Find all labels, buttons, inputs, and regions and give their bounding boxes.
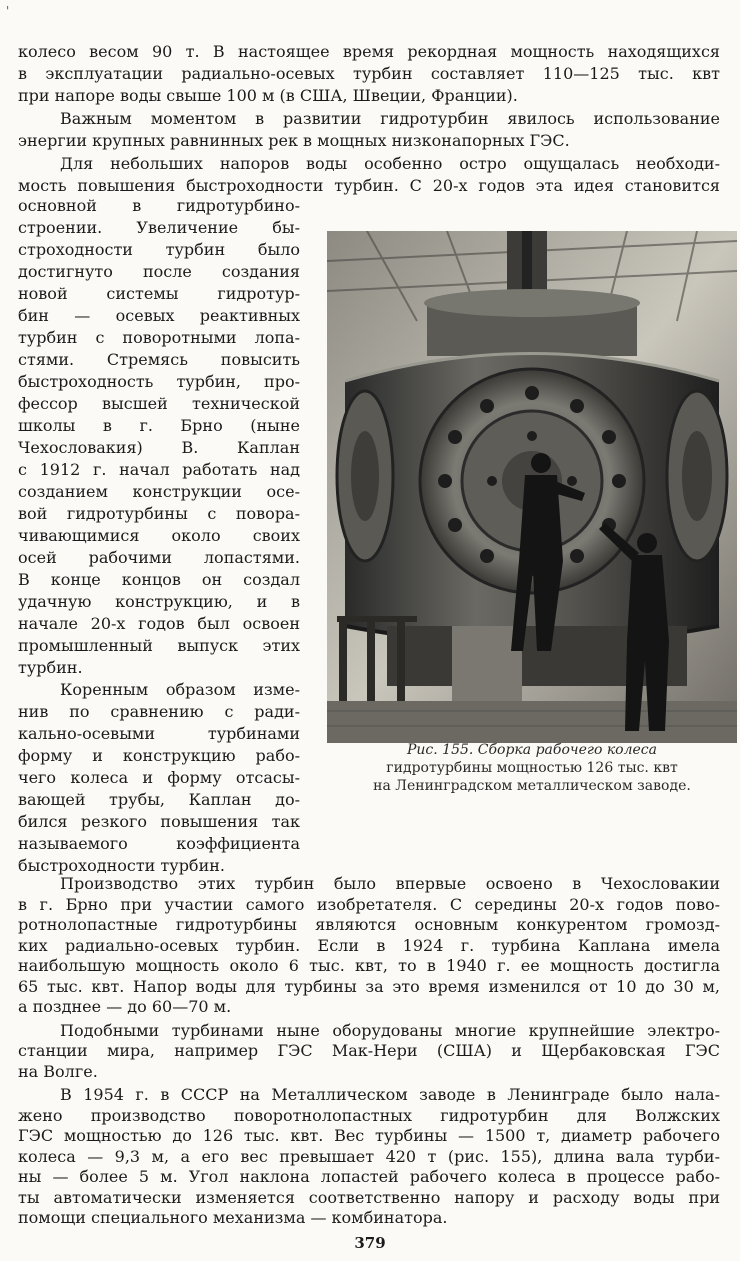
text-line: с 1912 г. начал работать над [18, 460, 300, 479]
text-line: в г. Брно при участии самого изобретателя. С середины 20-х годов пово- [18, 894, 720, 914]
text-line: вающей трубы, Каплан до- [18, 790, 300, 809]
text-line: В конце концов он создал [18, 570, 300, 589]
text-line: а позднее — до 60—70 м. [18, 997, 232, 1016]
text-line: промышленный выпуск этих [18, 636, 300, 655]
text-line: строходности турбин было [18, 240, 300, 259]
text-line: школы в г. Брно (ныне [18, 416, 300, 435]
text-line: строении. Увеличение бы- [18, 218, 300, 237]
turbine-photo [327, 231, 737, 743]
text-line: основной в гидротурбино- [18, 196, 300, 215]
text-line: жено производство поворотнолопастных гидротурбин для Волжских [18, 1105, 720, 1125]
text-line: чего колеса и форму отсасы- [18, 768, 300, 787]
text-line: ГЭС мощностью до 126 тыс. квт. Вес турбины — 1500 т, диаметр рабочего [18, 1126, 720, 1145]
text-line: быстроходность турбин, про- [18, 372, 300, 391]
text-line: Для небольших напоров воды особенно остро ощущалась необходи- [60, 154, 720, 173]
text-line: при напоре воды свыше 100 м (в США, Швеции, Франции). [18, 86, 518, 105]
page-number: 379 [354, 1234, 386, 1252]
text-line: нив по сравнению с ради- [18, 702, 300, 721]
text-line: помощи специального механизма — комбинатора. [18, 1208, 448, 1227]
text-line: колесо весом 90 т. В настоящее время рекордная мощность находящихся [18, 42, 720, 61]
text-line: Производство этих турбин было впервые освоено в Чехословакии [60, 874, 720, 893]
text-line: турбин. [18, 658, 83, 677]
text-line: форму и конструкцию рабо- [18, 746, 300, 765]
text-line: станции мира, например ГЭС Мак-Нери (США) и Щербаковская ГЭС [18, 1041, 720, 1060]
text-line: Важным моментом в развитии гидротурбин явилось использование [60, 109, 720, 128]
text-line: в эксплуатации радиально-осевых турбин составляет 110—125 тыс. квт [18, 64, 720, 83]
text-line: 65 тыс. квт. Напор воды для турбины за это время изменился от 10 до 30 м, [18, 976, 720, 996]
text-line: бился резкого повышения так [18, 812, 300, 831]
text-line: достигнуто после создания [18, 262, 300, 281]
text-line: на Волге. [18, 1061, 98, 1081]
text-line: осей рабочими лопастями. [18, 548, 300, 567]
text-line: кально-осевыми турбинами [18, 724, 300, 743]
text-line: чивающимися около своих [18, 526, 300, 545]
text-line: ны — более 5 м. Угол наклона лопастей рабочего колеса в процессе рабо- [18, 1167, 720, 1186]
text-line: созданием конструкции осе- [18, 482, 300, 501]
text-line: наибольшую мощность около 6 тыс. квт, то в 1940 г. ее мощность достигла [18, 956, 720, 975]
text-line: мость повышения быстроходности турбин. С 20-х годов эта идея становится [18, 176, 720, 195]
text-line: бин — осевых реактивных [18, 306, 300, 325]
figure-caption-line: Рис. 155. Сборка рабочего колеса [406, 742, 657, 758]
text-line: Чехословакия) В. Каплан [18, 438, 300, 457]
text-line: ротнолопастные гидротурбины являются основным конкурентом громозд- [18, 915, 720, 934]
text-line: фессор высшей технической [18, 394, 300, 413]
text-line: турбин с поворотными лопа- [18, 328, 300, 347]
text-line: стями. Стремясь повысить [18, 350, 300, 369]
text-line: удачную конструкцию, и в [18, 592, 300, 611]
text-line: энергии крупных равнинных рек в мощных низконапорных ГЭС. [18, 131, 570, 150]
text-line: В 1954 г. в СССР на Металлическом заводе в Ленинграде было нала- [60, 1085, 720, 1104]
text-line: новой системы гидротур- [18, 284, 300, 303]
text-line: Подобными турбинами ныне оборудованы многие крупнейшие электро- [60, 1020, 720, 1040]
text-line: вой гидротурбины с повора- [18, 504, 300, 523]
text-line: начале 20-х годов был освоен [18, 614, 300, 633]
figure-caption-line: гидротурбины мощностью 126 тыс. квт [386, 760, 678, 776]
page-corner-mark: ' [6, 4, 10, 18]
text-line: ких радиально-осевых турбин. Если в 1924 г. турбина Каплана имела [18, 935, 720, 955]
text-line: ты автоматически изменяется соответственно напору и расходу воды при [18, 1187, 720, 1207]
text-line: колеса — 9,3 м, а его вес превышает 420 т (рис. 155), длина вала турби- [18, 1146, 720, 1166]
text-line: быстроходности турбин. [18, 856, 225, 875]
text-line: Коренным образом изме- [60, 680, 300, 699]
figure-caption-line: на Ленинградском металлическом заводе. [373, 778, 691, 794]
text-line: называемого коэффициента [18, 834, 300, 853]
